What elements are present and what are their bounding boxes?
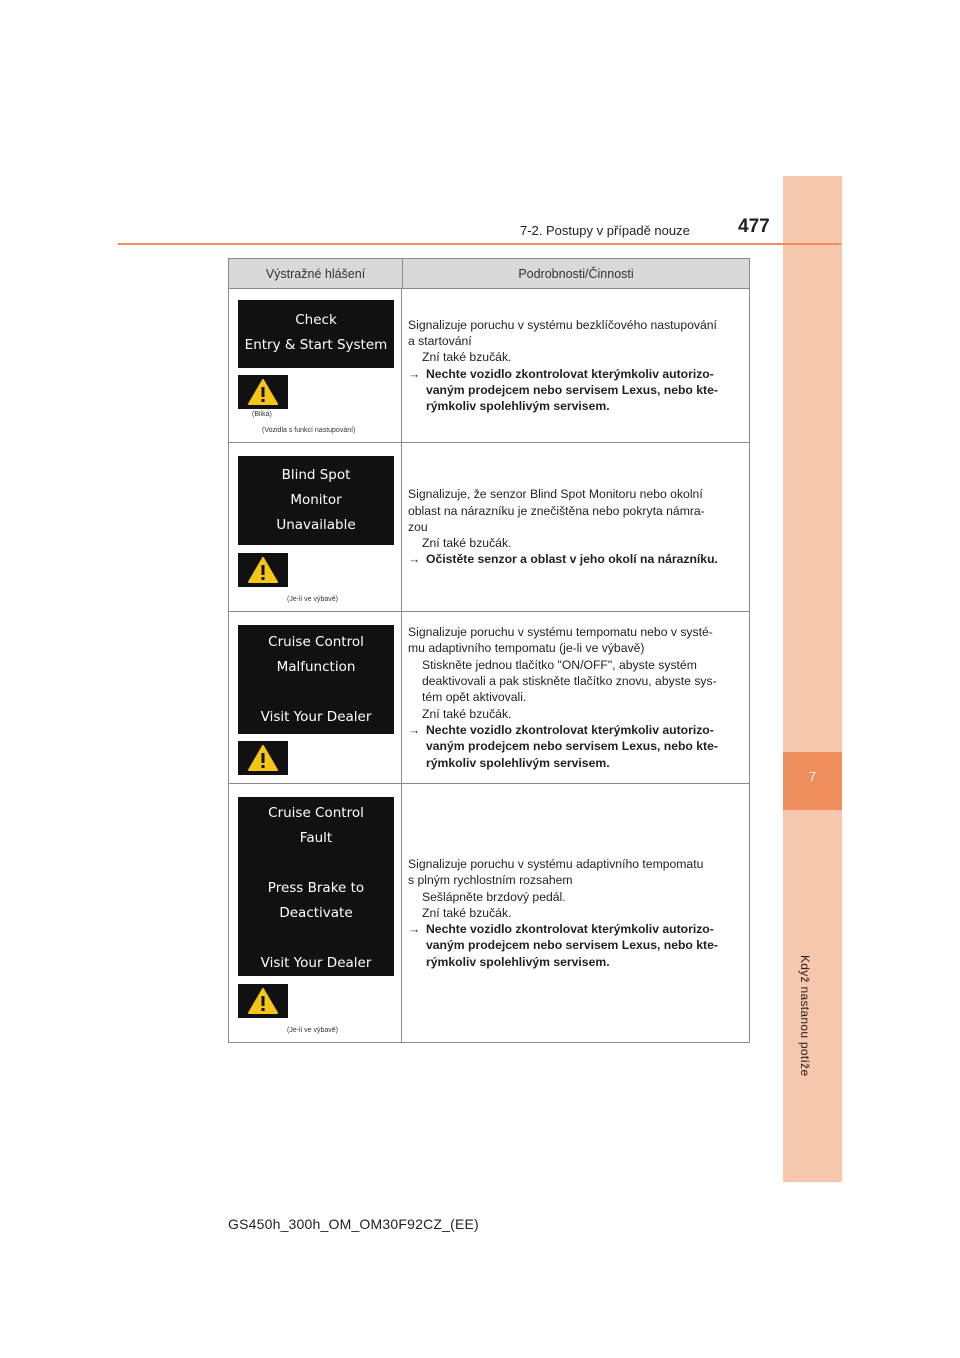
warning-triangle-icon [238,553,288,587]
warning-messages-table [228,258,750,1043]
description-line: Signalizuje poruchu v systému bezklíčového nastupování [408,317,717,332]
chapter-side-tab [783,176,842,1182]
description-line: a startování [408,333,472,348]
description-line: zou [408,519,428,534]
details-cell [402,443,749,611]
details-cell [402,784,749,1042]
message-line: Cruise Control [268,634,364,650]
message-cell [229,612,402,783]
arrow-right-icon: → [408,722,421,737]
details-text [408,486,718,567]
message-cell [229,443,402,611]
table-row [229,784,749,1042]
indented-line: Zní také bzučák. [422,706,512,721]
description-line: s plným rychlostním rozsahem [408,873,573,888]
warning-triangle-icon [238,984,288,1018]
message-line: Fault [299,830,333,846]
indented-line: Sešlápněte brzdový pedál. [422,889,566,904]
message-line: Check [295,312,337,328]
col-header-details: Podrobnosti/Činnosti [518,266,634,281]
indented-line: Zní také bzučák. [422,536,512,551]
indented-line: Zní také bzučák. [422,905,512,920]
display-message [238,300,394,368]
blink-note: (Bliká) [252,411,272,418]
action-text: Nechte vozidlo zkontrolovat kterýmkoliv autorizo-vaným prodejcem nebo servisem Lexus, nebo kte-rýmkoliv spolehlivým servisem. [426,722,718,770]
action-item [408,722,743,771]
indented-line: deaktivovali a pak stiskněte tlačítko znovu, abyste sys- [422,674,717,689]
action-item [408,921,743,970]
action-text: Nechte vozidlo zkontrolovat kterýmkoliv autorizo-vaným prodejcem nebo servisem Lexus, nebo kte-rýmkoliv spolehlivým servisem. [426,922,718,969]
availability-note: (Je-li ve výbavě) [287,596,338,603]
message-line: Deactivate [279,905,353,921]
message-line: Entry & Start System [244,337,388,353]
display-message [238,456,394,545]
arrow-right-icon: → [408,922,421,937]
availability-note: (Je-li ve výbavě) [287,1027,338,1034]
message-line: Visit Your Dealer [260,709,372,725]
message-line: Press Brake to [267,880,365,896]
message-cell [229,289,402,442]
indented-line: Stiskněte jednou tlačítko "ON/OFF", abyste systém [422,657,697,672]
details-cell [402,612,749,783]
table-row [229,443,749,612]
details-text [408,624,743,771]
description-line: mu adaptivního tempomatu (je-li ve výbavě) [408,641,645,656]
message-line [238,680,394,705]
arrow-right-icon: → [408,552,421,567]
table-row [229,612,749,784]
col-header-message: Výstražné hlášení [229,259,403,288]
chapter-number-badge: 7 [783,752,842,810]
message-line: Monitor [290,492,342,508]
message-line [238,851,394,876]
indented-line: Zní také bzučák. [422,350,512,365]
details-cell [402,289,749,442]
message-line: Cruise Control [268,805,364,821]
section-title: 7-2. Postupy v případě nouze [520,223,690,238]
warning-triangle-icon [238,375,288,409]
table-row [229,289,749,443]
availability-note: (Vozidla s funkcí nastupování) [262,427,356,434]
description-line: Signalizuje poruchu v systému adaptivního tempomatu [408,856,704,871]
warning-triangle-icon [238,741,288,775]
display-message [238,625,394,734]
description-line: Signalizuje, že senzor Blind Spot Monitoru nebo okolní [408,487,703,502]
message-line: Blind Spot [281,467,351,483]
action-text: Nechte vozidlo zkontrolovat kterýmkoliv autorizo-vaným prodejcem nebo servisem Lexus, nebo kte-rýmkoliv spolehlivým servisem. [426,366,718,414]
document-code: GS450h_300h_OM_OM30F92CZ_(EE) [228,1216,479,1232]
message-line: Visit Your Dealer [260,955,372,971]
table-header [229,259,749,289]
action-item [408,366,743,415]
chapter-title-vertical: Když nastanou potíže [798,955,812,1077]
details-text [408,317,743,415]
display-message [238,797,394,976]
description-line: oblast na nárazníku je znečištěna nebo pokryta námra- [408,503,705,518]
description-line: Signalizuje poruchu v systému tempomatu nebo v systé- [408,625,713,640]
header-rule [118,243,841,245]
details-text [408,856,743,970]
message-line [238,926,394,951]
message-line: Unavailable [276,517,356,533]
indented-line: tém opět aktivovali. [422,690,527,705]
message-line: Malfunction [276,659,356,675]
arrow-right-icon: → [408,366,421,381]
message-cell [229,784,402,1042]
page-number: 477 [738,216,770,237]
action-text: Očistěte senzor a oblast v jeho okolí na nárazníku. [426,552,718,567]
action-item [408,551,718,567]
